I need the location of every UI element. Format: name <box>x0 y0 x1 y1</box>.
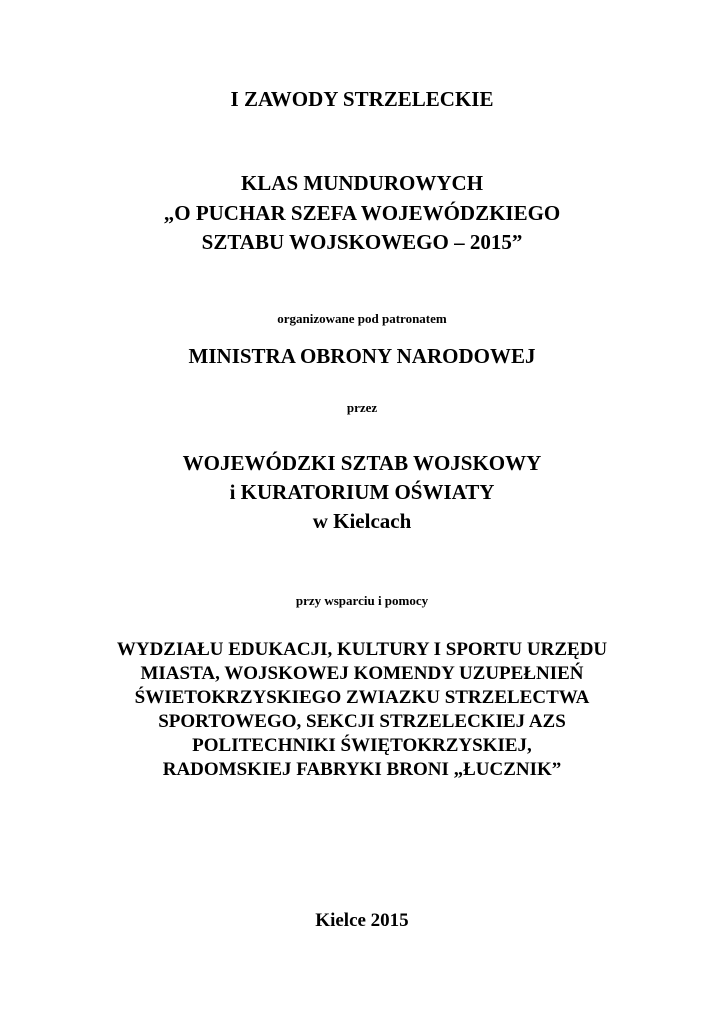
by-intro: przez <box>346 400 378 415</box>
supporter-line-5: POLITECHNIKI ŚWIĘTOKRZYSKIEJ, <box>192 735 532 756</box>
supporter-line-2: MIASTA, WOJSKOWEJ KOMENDY UZUPEŁNIEŃ <box>140 663 584 684</box>
patronage-intro: organizowane pod patronatem <box>277 311 447 326</box>
subtitle-line-1: KLAS MUNDUROWYCH <box>240 171 484 195</box>
supporter-line-1: WYDZIAŁU EDUKACJI, KULTURY I SPORTU URZĘDU <box>116 639 608 660</box>
support-intro: przy wsparciu i pomocy <box>295 593 429 608</box>
supporter-line-4: SPORTOWEGO, SEKCJI STRZELECKIEJ AZS <box>158 711 566 732</box>
document-title: I ZAWODY STRZELECKIE <box>230 87 494 111</box>
patron-name: MINISTRA OBRONY NARODOWEJ <box>188 344 536 368</box>
subtitle-line-3: SZTABU WOJSKOWEGO – 2015” <box>201 230 523 254</box>
subtitle-line-2: „O PUCHAR SZEFA WOJEWÓDZKIEGO <box>163 201 561 225</box>
supporter-line-6: RADOMSKIEJ FABRYKI BRONI „ŁUCZNIK” <box>162 759 562 780</box>
place-year: Kielce 2015 <box>315 910 409 931</box>
organizer-line-2: i KURATORIUM OŚWIATY <box>229 480 495 504</box>
organizer-line-3: w Kielcach <box>312 509 412 533</box>
organizer-line-1: WOJEWÓDZKI SZTAB WOJSKOWY <box>182 451 542 475</box>
supporter-line-3: ŚWIETOKRZYSKIEGO ZWIAZKU STRZELECTWA <box>134 687 590 708</box>
